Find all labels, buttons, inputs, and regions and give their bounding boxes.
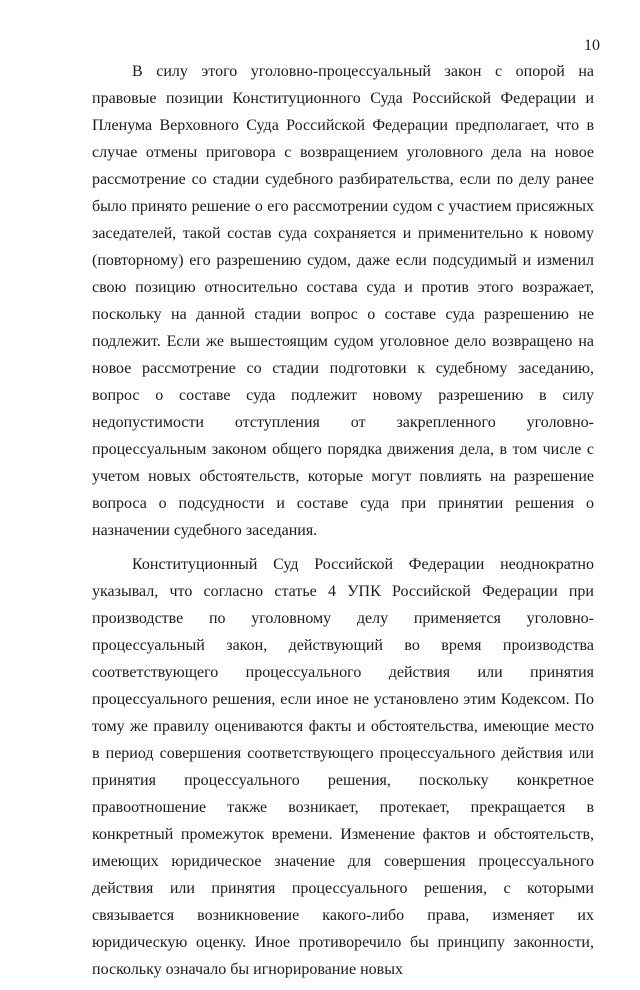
document-body (92, 58, 594, 990)
page-number: 10 (584, 37, 600, 54)
paragraph-2: Конституционный Суд Российской Федерации неоднократно указывал, что согласно статье 4 УПК Российской Федерации при производстве по уголовному делу применяется уголовно-процессуальный закон, действующий во время производства соответствующего процессуального действия или принятия процессуального решения, если иное не установлено этим Кодексом. По тому же правилу оцениваются факты и обстоятельства, имеющие место в период совершения соответствующего процессуального действия или принятия процессуального решения, поскольку конкретное правоотношение также возникает, протекает, прекращается в конкретный промежуток времени. Изменение фактов и обстоятельств, имеющих юридическое значение для совершения процессуального действия или принятия процессуального решения, с которыми связывается возникновение какого-либо права, изменяет их юридическую оценку. Иное противоречило бы принципу законности, поскольку означало бы игнорирование новых (92, 556, 594, 978)
paragraph-1: В силу этого уголовно-процессуальный закон с опорой на правовые позиции Конституционного Суда Российской Федерации и Пленума Верховного Суда Российской Федерации предполагает, что в случае отмены приговора с возвращением уголовного дела на новое рассмотрение со стадии судебного разбирательства, если по делу ранее было принято решение о его рассмотрении судом с участием присяжных заседателей, такой состав суда сохраняется и применительно к новому (повторному) его разрешению судом, даже если подсудимый и изменил свою позицию относительно состава суда и против этого возражает, поскольку на данной стадии вопрос о составе суда разрешению не подлежит. Если же вышестоящим судом уголовное дело возвращено на новое рассмотрение со стадии подготовки к судебному заседанию, вопрос о составе суда подлежит новому разрешению в силу недопустимости отступления от закрепленного уголовно-процессуальным законом общего порядка движения дела, в том числе с учетом новых обстоятельств, которые могут повлиять на разрешение вопроса о подсудности и составе суда при принятии решения о назначении судебного заседания. (92, 63, 594, 539)
